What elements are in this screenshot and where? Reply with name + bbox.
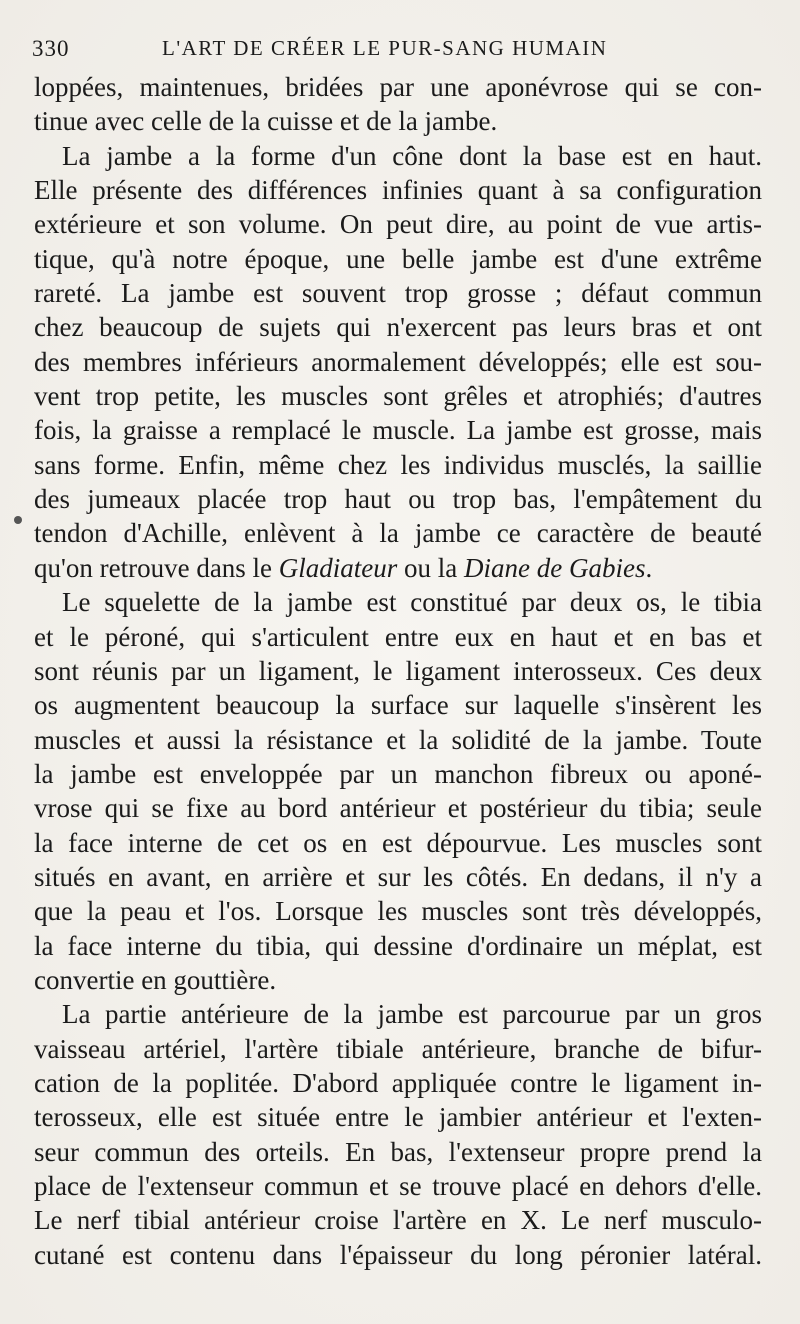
text-line: la face interne de cet os en est dépourvue. Les muscles sont	[34, 827, 762, 858]
text-line: la jambe est enveloppée par un manchon fibreux ou aponé-	[34, 758, 762, 789]
text-line: convertie en gouttière.	[34, 964, 277, 995]
text-line: muscles et aussi la résistance et la solidité de la jambe. Toute	[34, 724, 762, 755]
text-line: os augmentent beaucoup la surface sur laquelle s'insèrent les	[34, 690, 762, 721]
text-line: place de l'extenseur commun et se trouve placé en dehors d'elle.	[34, 1171, 762, 1201]
text-line: terosseux, elle est située entre le jambier antérieur et l'exten-	[34, 1102, 762, 1133]
text-span: .	[645, 552, 653, 583]
margin-dot-mark	[14, 516, 22, 524]
running-title: L'ART DE CRÉER LE PUR-SANG HUMAIN	[162, 36, 608, 60]
text-line: vrose qui se fixe au bord antérieur et postérieur du tibia; seule	[34, 793, 762, 824]
text-line: des membres inférieurs anormalement développés; elle est sou-	[34, 346, 762, 377]
text-line: cutané est contenu dans l'épaisseur du long péronier latéral.	[34, 1239, 762, 1270]
text-line: seur commun des orteils. En bas, l'extenseur propre prend la	[34, 1136, 762, 1167]
text-line: tique, qu'à notre époque, une belle jambe est d'une extrême	[34, 243, 762, 274]
text-line: vaisseau artériel, l'artère tibiale antérieure, branche de bifur-	[34, 1033, 762, 1064]
text-line: que la peau et l'os. Lorsque les muscles sont très développés,	[34, 896, 762, 927]
text-line: vent trop petite, les muscles sont grêles et atrophiés; d'autres	[34, 381, 762, 412]
text-line: sont réunis par un ligament, le ligament interosseux. Ces deux	[34, 655, 762, 686]
italic-title-gladiateur: Gladiateur	[278, 552, 398, 583]
text-line: fois, la graisse a remplacé le muscle. La jambe est grosse, mais	[34, 415, 762, 446]
text-line: cation de la poplitée. D'abord appliquée contre le ligament in-	[34, 1067, 762, 1098]
text-line: loppées, maintenues, bridées par une aponévrose qui se con-	[34, 72, 762, 102]
text-line: tinue avec celle de la cuisse et de la jambe.	[34, 106, 498, 137]
text-line: extérieure et son volume. On peut dire, au point de vue artis-	[34, 209, 762, 240]
text-line: situés en avant, en arrière et sur les côtés. En dedans, il n'y a	[34, 861, 762, 892]
body-text	[34, 70, 762, 1272]
italic-title-diane: Diane de Gabies	[464, 552, 646, 583]
text-line: Le nerf tibial antérieur croise l'artère en X. Le nerf musculo-	[34, 1205, 762, 1236]
text-line: La partie antérieure de la jambe est parcourue par un gros	[62, 999, 762, 1030]
text-line: la face interne du tibia, qui dessine d'ordinaire un méplat, est	[34, 930, 762, 961]
page-header	[32, 36, 752, 72]
text-line: Elle présente des différences infinies quant à sa configuration	[34, 175, 762, 206]
text-line: et le péroné, qui s'articulent entre eux en haut et en bas et	[34, 621, 762, 652]
text-line: chez beaucoup de sujets qui n'exercent pas leurs bras et ont	[34, 312, 762, 343]
text-line: Le squelette de la jambe est constitué par deux os, le tibia	[62, 587, 762, 618]
text-line: des jumeaux placée trop haut ou trop bas, l'empâtement du	[34, 484, 762, 515]
text-line: rareté. La jambe est souvent trop grosse ; défaut commun	[34, 278, 762, 309]
text-line: La jambe a la forme d'un cône dont la base est en haut.	[62, 140, 762, 171]
text-line: sans forme. Enfin, même chez les individus musclés, la saillie	[34, 449, 762, 480]
page-number: 330	[32, 36, 70, 61]
text-span: ou la	[397, 552, 465, 583]
text-span: qu'on retrouve dans le	[34, 552, 279, 583]
text-line: tendon d'Achille, enlèvent à la jambe ce caractère de beauté	[34, 518, 762, 549]
text-line-with-italics	[34, 551, 762, 585]
